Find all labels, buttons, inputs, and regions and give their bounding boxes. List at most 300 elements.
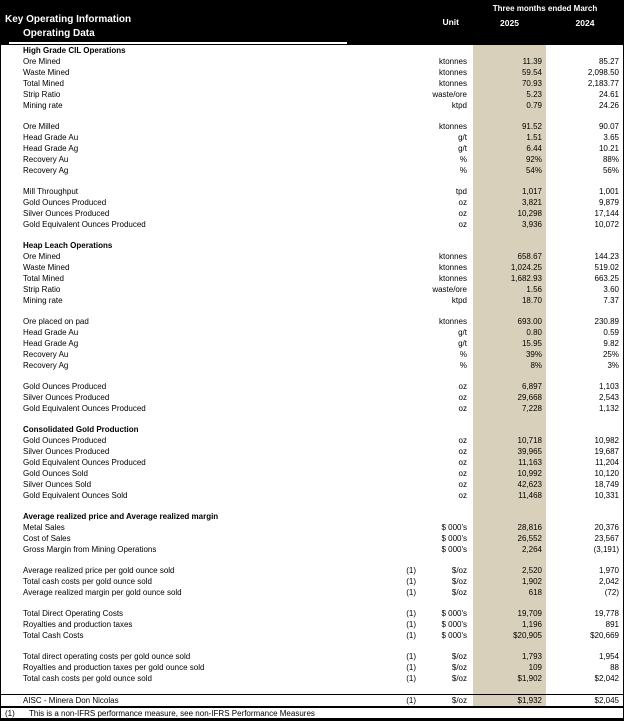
row-spacer bbox=[1, 176, 623, 186]
table-row bbox=[1, 100, 623, 111]
unit-cell: oz bbox=[458, 458, 467, 467]
value-2025: 1,024.25 bbox=[510, 263, 542, 272]
note-ref bbox=[395, 479, 425, 490]
row-label: Silver Ounces Produced bbox=[23, 393, 110, 402]
note-ref bbox=[395, 490, 425, 501]
column-header-unit: Unit bbox=[442, 17, 459, 27]
value-2025 bbox=[473, 424, 546, 435]
value-2025: 1.51 bbox=[526, 133, 542, 142]
table-row bbox=[1, 576, 623, 587]
value-2024: 88 bbox=[610, 663, 619, 672]
unit-cell: ktonnes bbox=[438, 79, 467, 88]
table-row bbox=[1, 673, 623, 684]
value-2024: 19,778 bbox=[594, 609, 619, 618]
value-2025: 1.56 bbox=[526, 285, 542, 294]
value-2024: 10,072 bbox=[594, 220, 619, 229]
table-header bbox=[1, 1, 623, 45]
value-2025: 10,992 bbox=[517, 469, 542, 478]
unit-cell: oz bbox=[458, 436, 467, 445]
note-ref: (1) bbox=[406, 577, 416, 586]
value-2024: 144.23 bbox=[594, 252, 619, 261]
unit-cell: oz bbox=[458, 382, 467, 391]
table-row bbox=[1, 186, 623, 197]
unit-cell: $/oz bbox=[451, 588, 467, 597]
table-row bbox=[1, 165, 623, 176]
table-row bbox=[1, 316, 623, 327]
note-ref bbox=[395, 251, 425, 262]
value-2024: 2,098.50 bbox=[587, 68, 619, 77]
unit-cell: oz bbox=[458, 209, 467, 218]
value-2025: 70.93 bbox=[521, 79, 542, 88]
note-ref bbox=[395, 154, 425, 165]
row-label: High Grade CIL Operations bbox=[23, 46, 126, 55]
footnote-text: This is a non-IFRS performance measure, see non-IFRS Performance Measures bbox=[29, 709, 315, 718]
row-label: Consolidated Gold Production bbox=[23, 425, 139, 434]
note-ref: (1) bbox=[406, 566, 416, 575]
value-2025: 3,821 bbox=[521, 198, 542, 207]
value-2024: 88% bbox=[602, 155, 619, 164]
value-2024: 7.37 bbox=[603, 296, 619, 305]
unit-cell: g/t bbox=[458, 133, 467, 142]
table-row bbox=[1, 327, 623, 338]
value-2024: 17,144 bbox=[594, 209, 619, 218]
value-2024: 3.65 bbox=[603, 133, 619, 142]
row-label: Head Grade Au bbox=[23, 133, 79, 142]
unit-cell: ktonnes bbox=[438, 252, 467, 261]
footnote-marker: (1) bbox=[5, 709, 15, 718]
note-ref bbox=[395, 165, 425, 176]
note-ref bbox=[395, 219, 425, 230]
value-2025: 59.54 bbox=[521, 68, 542, 77]
note-ref bbox=[395, 262, 425, 273]
period-label: Three months ended March bbox=[492, 4, 598, 13]
value-2025: 618 bbox=[528, 588, 542, 597]
note-ref bbox=[395, 143, 425, 154]
row-label: Gold Ounces Produced bbox=[23, 436, 107, 445]
table-row bbox=[1, 284, 623, 295]
row-label: Total cash costs per gold ounce sold bbox=[23, 577, 152, 586]
table-row bbox=[1, 533, 623, 544]
table-row bbox=[1, 360, 623, 371]
row-label: Ore placed on pad bbox=[23, 317, 89, 326]
note-ref bbox=[395, 446, 425, 457]
row-label: Gold Equivalent Ounces Sold bbox=[23, 491, 128, 500]
note-ref bbox=[395, 197, 425, 208]
row-label: Gold Equivalent Ounces Produced bbox=[23, 220, 146, 229]
note-ref bbox=[395, 327, 425, 338]
value-2024: 24.61 bbox=[598, 90, 619, 99]
row-label: Royalties and production taxes per gold ounce sold bbox=[23, 663, 205, 672]
unit-cell: ktonnes bbox=[438, 122, 467, 131]
table-row bbox=[1, 208, 623, 219]
row-label: Total Mined bbox=[23, 79, 64, 88]
value-2024: 230.89 bbox=[594, 317, 619, 326]
unit-cell: $ 000's bbox=[441, 545, 467, 554]
row-label: Mining rate bbox=[23, 101, 63, 110]
row-label: Gold Ounces Produced bbox=[23, 198, 107, 207]
row-label: Mining rate bbox=[23, 296, 63, 305]
note-ref bbox=[395, 533, 425, 544]
note-ref bbox=[395, 457, 425, 468]
table-row bbox=[1, 608, 623, 619]
table-row bbox=[1, 381, 623, 392]
value-2024: 0.59 bbox=[603, 328, 619, 337]
unit-cell: $ 000's bbox=[441, 620, 467, 629]
row-spacer bbox=[1, 501, 623, 511]
note-ref bbox=[395, 338, 425, 349]
unit-cell: $ 000's bbox=[441, 609, 467, 618]
value-2025: 29,668 bbox=[517, 393, 542, 402]
row-label: Total direct operating costs per gold ounce sold bbox=[23, 652, 191, 661]
value-2024: 24.26 bbox=[598, 101, 619, 110]
value-2025: 8% bbox=[530, 361, 542, 370]
note-ref bbox=[395, 403, 425, 414]
row-label: Recovery Au bbox=[23, 350, 69, 359]
page-title: Key Operating Information bbox=[5, 14, 132, 25]
row-label: Gross Margin from Mining Operations bbox=[23, 545, 157, 554]
table-row bbox=[1, 89, 623, 100]
value-2025: $1,902 bbox=[517, 674, 542, 683]
unit-cell: $ 000's bbox=[441, 523, 467, 532]
row-label: Recovery Ag bbox=[23, 361, 69, 370]
note-ref bbox=[395, 132, 425, 143]
unit-cell: oz bbox=[458, 469, 467, 478]
table-row bbox=[1, 630, 623, 641]
unit-cell: oz bbox=[458, 480, 467, 489]
unit-cell: ktonnes bbox=[438, 317, 467, 326]
row-spacer bbox=[1, 684, 623, 694]
table-row bbox=[1, 587, 623, 598]
value-2024: 10,331 bbox=[594, 491, 619, 500]
row-label: Ore Mined bbox=[23, 252, 61, 261]
unit-cell: oz bbox=[458, 198, 467, 207]
value-2024: 90.07 bbox=[598, 122, 619, 131]
table-row bbox=[1, 154, 623, 165]
unit-cell: $/oz bbox=[451, 577, 467, 586]
unit-cell: ktpd bbox=[451, 296, 467, 305]
unit-cell: $ 000's bbox=[441, 631, 467, 640]
note-ref bbox=[395, 208, 425, 219]
value-2025: 7,228 bbox=[521, 404, 542, 413]
section-title-row bbox=[1, 424, 623, 435]
row-label: Heap Leach Operations bbox=[23, 241, 113, 250]
value-2024: 3% bbox=[607, 361, 619, 370]
value-2025: 1,017 bbox=[521, 187, 542, 196]
table-row bbox=[1, 262, 623, 273]
value-2024: 85.27 bbox=[598, 57, 619, 66]
column-header-2024: 2024 bbox=[575, 18, 595, 28]
note-ref bbox=[395, 186, 425, 197]
row-label: Head Grade Ag bbox=[23, 144, 79, 153]
value-2024: 891 bbox=[605, 620, 619, 629]
row-label: Average realized margin per gold ounce sold bbox=[23, 588, 182, 597]
value-2024: 663.25 bbox=[594, 274, 619, 283]
value-2024: $20,669 bbox=[590, 631, 619, 640]
table-row bbox=[1, 273, 623, 284]
section-subtitle: Operating Data bbox=[23, 28, 95, 39]
note-ref bbox=[395, 424, 425, 435]
unit-cell: g/t bbox=[458, 144, 467, 153]
row-label: Royalties and production taxes bbox=[23, 620, 133, 629]
value-2024 bbox=[546, 240, 623, 251]
unit-cell: ktonnes bbox=[438, 274, 467, 283]
unit-cell: waste/ore bbox=[432, 90, 467, 99]
value-2025 bbox=[473, 240, 546, 251]
value-2024: 11,204 bbox=[595, 458, 619, 467]
unit-cell bbox=[425, 45, 473, 56]
value-2025: 11,163 bbox=[518, 458, 542, 467]
value-2024: (3,191) bbox=[593, 545, 619, 554]
value-2025 bbox=[473, 45, 546, 56]
row-label: AISC - Minera Don Nicolas bbox=[23, 696, 119, 705]
note-ref bbox=[395, 56, 425, 67]
unit-cell: $/oz bbox=[451, 566, 467, 575]
row-label: Strip Ratio bbox=[23, 285, 61, 294]
row-label: Total Direct Operating Costs bbox=[23, 609, 124, 618]
value-2025: $20,905 bbox=[513, 631, 542, 640]
unit-cell: ktpd bbox=[451, 101, 467, 110]
value-2025: 2,520 bbox=[521, 566, 542, 575]
unit-cell: g/t bbox=[458, 339, 467, 348]
value-2024: 9.82 bbox=[603, 339, 619, 348]
table-row bbox=[1, 619, 623, 630]
value-2025: 92% bbox=[525, 155, 542, 164]
table-row bbox=[1, 651, 623, 662]
value-2025: 1,793 bbox=[521, 652, 542, 661]
row-label: Silver Ounces Produced bbox=[23, 447, 110, 456]
value-2025: 39% bbox=[525, 350, 542, 359]
footnote bbox=[1, 708, 623, 721]
value-2025: 5.23 bbox=[526, 90, 542, 99]
value-2025: 1,902 bbox=[521, 577, 542, 586]
value-2025: 10,718 bbox=[517, 436, 542, 445]
value-2024: 25% bbox=[602, 350, 619, 359]
table-row bbox=[1, 67, 623, 78]
note-ref bbox=[395, 89, 425, 100]
unit-cell: $ 000's bbox=[441, 534, 467, 543]
note-ref bbox=[395, 392, 425, 403]
row-label: Head Grade Au bbox=[23, 328, 79, 337]
value-2025 bbox=[473, 511, 546, 522]
note-ref bbox=[395, 240, 425, 251]
column-header-2025: 2025 bbox=[500, 18, 519, 28]
table-row bbox=[1, 662, 623, 673]
value-2025: 42,623 bbox=[517, 480, 542, 489]
table-row bbox=[1, 121, 623, 132]
section-title-row bbox=[1, 511, 623, 522]
table-row bbox=[1, 446, 623, 457]
unit-cell: $/oz bbox=[451, 696, 467, 705]
note-ref bbox=[395, 522, 425, 533]
table-row bbox=[1, 338, 623, 349]
value-2025: 6.44 bbox=[526, 144, 542, 153]
value-2025: 0.79 bbox=[526, 101, 542, 110]
note-ref bbox=[395, 381, 425, 392]
row-spacer bbox=[1, 230, 623, 240]
value-2025: 54% bbox=[525, 166, 542, 175]
note-ref: (1) bbox=[406, 663, 416, 672]
aisc-row bbox=[1, 694, 623, 708]
value-2025: 28,816 bbox=[517, 523, 542, 532]
note-ref bbox=[395, 511, 425, 522]
value-2025: 10,298 bbox=[517, 209, 542, 218]
value-2024: 18,749 bbox=[594, 480, 619, 489]
value-2025: 1,196 bbox=[521, 620, 542, 629]
row-label: Ore Milled bbox=[23, 122, 60, 131]
row-label: Metal Sales bbox=[23, 523, 65, 532]
value-2025: 18.70 bbox=[521, 296, 542, 305]
note-ref bbox=[395, 121, 425, 132]
section-title-row bbox=[1, 240, 623, 251]
row-label: Head Grade Ag bbox=[23, 339, 79, 348]
note-ref: (1) bbox=[406, 609, 416, 618]
unit-cell: oz bbox=[458, 220, 467, 229]
unit-cell: ktonnes bbox=[438, 68, 467, 77]
note-ref bbox=[395, 316, 425, 327]
table-row bbox=[1, 457, 623, 468]
value-2025: 0.80 bbox=[526, 328, 542, 337]
note-ref bbox=[395, 67, 425, 78]
value-2024 bbox=[546, 45, 623, 56]
note-ref: (1) bbox=[406, 631, 416, 640]
unit-cell: oz bbox=[458, 447, 467, 456]
value-2024: 9,879 bbox=[598, 198, 619, 207]
table-row bbox=[1, 468, 623, 479]
value-2024: 2,183.77 bbox=[587, 79, 619, 88]
unit-cell: % bbox=[459, 166, 467, 175]
table-row bbox=[1, 219, 623, 230]
value-2025: 26,552 bbox=[517, 534, 542, 543]
value-2025: 15.95 bbox=[521, 339, 542, 348]
value-2024: 10.21 bbox=[598, 144, 619, 153]
value-2025: 6,897 bbox=[521, 382, 542, 391]
value-2024: 519.02 bbox=[594, 263, 619, 272]
row-spacer bbox=[1, 371, 623, 381]
unit-cell: waste/ore bbox=[432, 285, 467, 294]
unit-cell: ktonnes bbox=[438, 263, 467, 272]
note-ref: (1) bbox=[406, 620, 416, 629]
unit-cell: $/oz bbox=[451, 674, 467, 683]
value-2024: (72) bbox=[604, 588, 619, 597]
value-2024: 56% bbox=[602, 166, 619, 175]
row-label: Waste Mined bbox=[23, 263, 70, 272]
row-spacer bbox=[1, 306, 623, 316]
value-2024: $2,042 bbox=[594, 674, 619, 683]
value-2024: 1,970 bbox=[598, 566, 619, 575]
note-ref bbox=[395, 360, 425, 371]
table-row bbox=[1, 403, 623, 414]
value-2024 bbox=[546, 511, 623, 522]
note-ref bbox=[395, 45, 425, 56]
unit-cell bbox=[425, 511, 473, 522]
note-ref bbox=[395, 544, 425, 555]
value-2024: 3.60 bbox=[603, 285, 619, 294]
note-ref: (1) bbox=[406, 696, 416, 705]
value-2024: 1,954 bbox=[598, 652, 619, 661]
row-label: Gold Ounces Sold bbox=[23, 469, 88, 478]
row-label: Total Mined bbox=[23, 274, 64, 283]
value-2025: 109 bbox=[528, 663, 542, 672]
unit-cell: tpd bbox=[455, 187, 467, 196]
value-2025: 2,264 bbox=[521, 545, 542, 554]
row-label: Average realized price and Average realized margin bbox=[23, 512, 219, 521]
table-row bbox=[1, 251, 623, 262]
value-2024 bbox=[546, 424, 623, 435]
value-2024: 19,687 bbox=[594, 447, 619, 456]
value-2025: 11,468 bbox=[518, 491, 542, 500]
row-label: Silver Ounces Sold bbox=[23, 480, 92, 489]
table-row bbox=[1, 490, 623, 501]
note-ref bbox=[395, 78, 425, 89]
value-2025: 91.52 bbox=[521, 122, 542, 131]
table-body bbox=[1, 45, 623, 708]
row-label: Total Cash Costs bbox=[23, 631, 84, 640]
row-label: Strip Ratio bbox=[23, 90, 61, 99]
note-ref bbox=[395, 349, 425, 360]
unit-cell: % bbox=[459, 361, 467, 370]
row-label: Recovery Ag bbox=[23, 166, 69, 175]
section-title-row bbox=[1, 45, 623, 56]
value-2025: $1,932 bbox=[517, 696, 542, 705]
value-2024: 23,567 bbox=[594, 534, 619, 543]
value-2024: 20,376 bbox=[594, 523, 619, 532]
note-ref bbox=[395, 295, 425, 306]
value-2025: 19,709 bbox=[517, 609, 542, 618]
unit-cell: oz bbox=[458, 393, 467, 402]
row-label: Waste Mined bbox=[23, 68, 70, 77]
unit-cell: oz bbox=[458, 491, 467, 500]
table-row bbox=[1, 295, 623, 306]
row-spacer bbox=[1, 414, 623, 424]
unit-cell bbox=[425, 240, 473, 251]
unit-cell: $/oz bbox=[451, 652, 467, 661]
value-2024: 10,982 bbox=[594, 436, 619, 445]
table-row bbox=[1, 56, 623, 67]
unit-cell bbox=[425, 424, 473, 435]
row-spacer bbox=[1, 555, 623, 565]
table-row bbox=[1, 479, 623, 490]
value-2025: 658.67 bbox=[517, 252, 542, 261]
value-2025: 1,682.93 bbox=[510, 274, 542, 283]
note-ref: (1) bbox=[406, 588, 416, 597]
note-ref bbox=[395, 100, 425, 111]
table-row bbox=[1, 565, 623, 576]
note-ref bbox=[395, 468, 425, 479]
row-label: Gold Equivalent Ounces Produced bbox=[23, 458, 146, 467]
row-spacer bbox=[1, 641, 623, 651]
row-label: Gold Ounces Produced bbox=[23, 382, 107, 391]
note-ref bbox=[395, 273, 425, 284]
value-2025: 693.00 bbox=[517, 317, 542, 326]
unit-cell: $/oz bbox=[451, 663, 467, 672]
table-row bbox=[1, 392, 623, 403]
row-label: Cost of Sales bbox=[23, 534, 71, 543]
unit-cell: ktonnes bbox=[438, 57, 467, 66]
table-row bbox=[1, 78, 623, 89]
row-label: Gold Equivalent Ounces Produced bbox=[23, 404, 146, 413]
row-spacer bbox=[1, 111, 623, 121]
unit-cell: oz bbox=[458, 404, 467, 413]
table-row bbox=[1, 435, 623, 446]
note-ref: (1) bbox=[406, 674, 416, 683]
row-label: Recovery Au bbox=[23, 155, 69, 164]
row-spacer bbox=[1, 598, 623, 608]
table-row bbox=[1, 522, 623, 533]
row-label: Silver Ounces Produced bbox=[23, 209, 110, 218]
value-2024: 1,132 bbox=[598, 404, 619, 413]
value-2025: 3,936 bbox=[521, 220, 542, 229]
note-ref bbox=[395, 284, 425, 295]
